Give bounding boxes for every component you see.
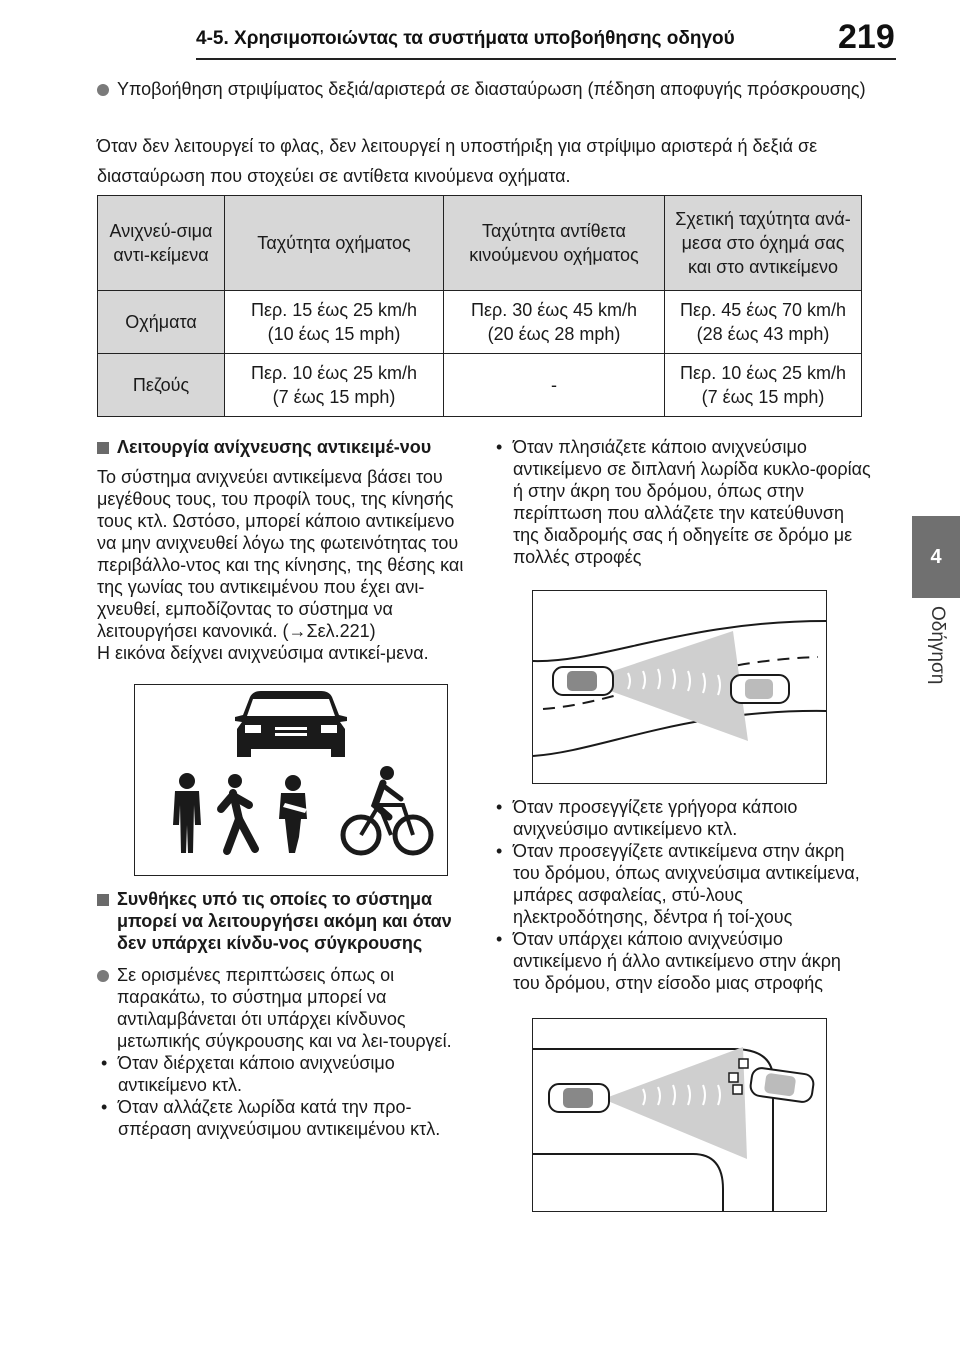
circle-item-text: Υποβοήθηση στριψίματος δεξιά/αριστερά σε διασταύρωση (πέδηση αποφυγής πρόσκρουσης) (117, 79, 866, 99)
table-row (98, 354, 862, 417)
circle-bullet-icon (97, 970, 109, 982)
table-cell (444, 354, 665, 417)
intro-paragraph: Όταν δεν λειτουργεί το φλας, δεν λειτουργεί η υποστήριξη για στρίψιμο αριστερά ή δεξιά σε διασταύρωση που στοχεύει σε αντίθετα κινούμενα οχήματα. (97, 136, 818, 186)
target-vehicle-icon (731, 675, 789, 703)
roadside-vehicle-icon (749, 1067, 814, 1103)
circle-item-text: Σε ορισμένες περιπτώσεις όπως οι παρακάτω, το σύστημα μπορεί να αντιλαμβάνεται ότι υπάρχει κίνδυνος μετωπικής σύγκρουσης και να λει-τουργεί. (117, 965, 452, 1051)
corner-road-figure (532, 1018, 827, 1212)
table-row (98, 291, 862, 354)
header-rule (196, 58, 896, 60)
list-item: • Όταν αλλάζετε λωρίδα κατά την προ-σπέραση ανιχνεύσιμου αντικειμένου κτλ. (97, 1096, 472, 1140)
right-bullet-list (492, 796, 872, 994)
table-row-label: Πεζούς (98, 354, 225, 417)
table-header-row (98, 196, 862, 291)
right-column (492, 436, 872, 1212)
conditions-circle-item (97, 964, 472, 1052)
detectable-objects-figure (134, 684, 448, 876)
figure-caption: Η εικόνα δείχνει ανιχνεύσιμα αντικεί-μενα. (97, 643, 429, 663)
detection-heading (97, 436, 472, 458)
list-item: • Όταν προσεγγίζετε αντικείμενα στην άκρη του δρόμου, όπως ανιχνεύσιμα αντικείμενα, μπάρες ασφαλείας, στύ-λους ηλεκτροδότησης, δέντρα ή τοί-χους (492, 840, 872, 928)
cell-line: Περ. 10 έως 25 km/h (679, 363, 847, 383)
corner-road-illustration (533, 1019, 826, 1211)
cell-line: (7 έως 15 mph) (272, 387, 396, 407)
square-bullet-icon (97, 894, 109, 906)
cell-line: (28 έως 43 mph) (696, 324, 830, 344)
table-cell (225, 354, 444, 417)
list-item: • Όταν διέρχεται κάποιο ανιχνεύσιμο αντικείμενο κτλ. (97, 1052, 472, 1096)
table-header-cell: Σχετική ταχύτητα ανά-μεσα στο όχημά σας και στο αντικείμενο (665, 196, 862, 291)
cell-line: - (551, 375, 557, 395)
table-cell (665, 291, 862, 354)
detectable-objects-illustration (135, 685, 447, 875)
chapter-tab: 4 (912, 516, 960, 598)
chapter-label: Οδήγηση (927, 606, 948, 685)
list-item: • Όταν υπάρχει κάποιο ανιχνεύσιμο αντικείμενο ή άλλο αντικείμενο στην άκρη του δρόμου, στην είσοδο μιας στροφής (492, 928, 872, 994)
table-header-cell: Ταχύτητα αντίθετα κινούμενου οχήματος (444, 196, 665, 291)
child-pedestrian-icon (279, 775, 307, 853)
cell-line: (10 έως 15 mph) (267, 324, 401, 344)
cyclist-icon (343, 766, 431, 853)
cell-line: Περ. 30 έως 45 km/h (470, 300, 638, 320)
own-vehicle-icon (553, 667, 613, 695)
detection-speed-table (97, 195, 862, 417)
walking-pedestrian-icon (221, 774, 255, 851)
heading-text: Λειτουργία ανίχνευσης αντικειμέ-νου (117, 437, 432, 457)
square-bullet-icon (97, 442, 109, 454)
table-cell (225, 291, 444, 354)
cell-line: Περ. 10 έως 25 km/h (250, 363, 418, 383)
section-header-title: 4-5. Χρησιμοποιώντας τα συστήματα υποβοήθησης οδηγού (196, 28, 735, 49)
table-cell (665, 354, 862, 417)
detection-paragraph: Το σύστημα ανιχνεύει αντικείμενα βάσει του μεγέθους τους, του προφίλ τους, της κίνησής τους κτλ. Ωστόσο, μπορεί κάποιο αντικείμενο να μην ανιχνευθεί λόγω της φωτεινότητας του περιβάλλο-ντος και της κίνησης, της θέσης και της γωνίας του αντικειμένου που έχει ανι-χνευθεί, εμποδίζοντας το σύστημα να λειτουργήσει κανονικά. (→Σελ.221) (97, 467, 464, 641)
standing-pedestrian-icon (173, 773, 201, 853)
car-front-icon (235, 691, 347, 757)
table-header-cell: Ταχύτητα οχήματος (225, 196, 444, 291)
table-cell (444, 291, 665, 354)
radar-beam-shape (603, 1047, 747, 1159)
cell-line: (20 έως 28 mph) (487, 324, 621, 344)
list-item: • Όταν πλησιάζετε κάποιο ανιχνεύσιμο αντικείμενο σε διπλανή λωρίδα κυκλο-φορίας ή στην άκρη του δρόμου, όπως στην περίπτωση που αλλάζετε την κατεύθυνση της διαδρομής σας ή οδηγείτε σε δρόμο με πολλές στροφές (492, 436, 872, 568)
cell-line: Περ. 45 έως 70 km/h (679, 300, 847, 320)
own-vehicle-icon (549, 1084, 609, 1112)
table-row-label: Οχήματα (98, 291, 225, 354)
cell-line: Περ. 15 έως 25 km/h (250, 300, 418, 320)
circle-bullet-icon (97, 84, 109, 96)
curved-road-illustration (533, 591, 826, 783)
curved-road-figure (532, 590, 827, 784)
conditions-heading (97, 888, 472, 954)
list-item: • Όταν προσεγγίζετε γρήγορα κάποιο ανιχνεύσιμο αντικείμενο κτλ. (492, 796, 872, 840)
heading-text: Συνθήκες υπό τις οποίες το σύστημα μπορεί να λειτουργήσει ακόμη και όταν δεν υπάρχει κίνδυ-νος σύγκρουσης (117, 889, 452, 953)
cell-line: (7 έως 15 mph) (701, 387, 825, 407)
circle-item-turn-assist (97, 78, 877, 100)
left-column (97, 436, 472, 1140)
table-header-cell: Ανιχνεύ-σιμα αντι-κείμενα (98, 196, 225, 291)
page-number: 219 (838, 18, 895, 56)
